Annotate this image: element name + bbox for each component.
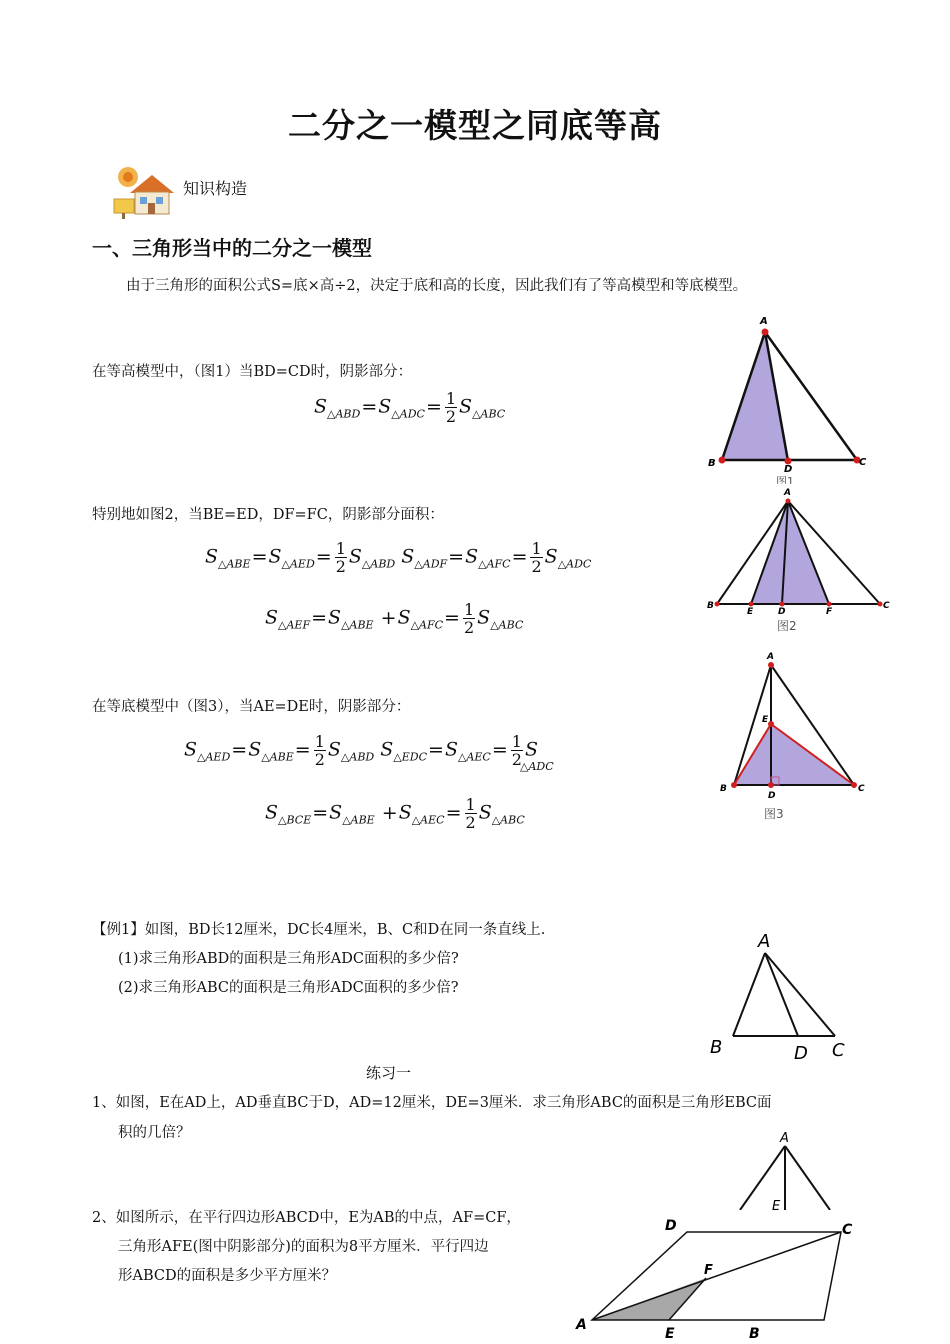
formula-2a: $S_{\triangle ABE}=S_{\triangle AED}=$ $\frac{1}{2}$ $S_{\triangle ABD}$ $S_{\triangle ADF}=S_{\triangle AFC}=$ $\frac{1}{2}$ $S_{\triangle ADC}$	[205, 539, 592, 576]
p2-label-c: C	[842, 1222, 853, 1238]
p2-line1: 2、如图所示，在平行四边形ABCD中，E为AB的中点，AF=CF，	[92, 1210, 521, 1226]
p1-line2: 积的几倍？	[118, 1125, 191, 1141]
p2-label-f: F	[704, 1263, 713, 1278]
figure-2	[700, 484, 900, 634]
fig3-label-a: A	[767, 652, 774, 662]
formula-1: $S_{\triangle ABD}=S_{\triangle ADC}=$ $\frac{1}{2}$ $S_{\triangle ABC}$	[314, 389, 506, 426]
p1-label-e: E	[772, 1199, 781, 1210]
formula-3a: $S_{\triangle AED}=S_{\triangle ABE}=$ $\frac{1}{2}$ $S_{\triangle ABD}$ $S_{\triangle EDC}=S_{\triangle AEC}=$ $\frac{1}{2}$ S	[184, 732, 538, 769]
p2-line2: 三角形AFE(图中阴影部分)的面积为8平方厘米．平行四边	[118, 1239, 489, 1255]
fig2-label-c: C	[883, 601, 890, 611]
p2-line3: 形ABCD的面积是多少平方厘米？	[118, 1268, 337, 1284]
p2-label-d: D	[665, 1218, 677, 1234]
formula-3b: $S_{\triangle BCE}=S_{\triangle ABE} +S_{\triangle AEC}=$ $\frac{1}{2}$ $S_{\triangle ABC}$	[265, 795, 525, 832]
p1-label-a: A	[780, 1131, 789, 1146]
house-icon	[110, 163, 178, 219]
fig1-label-b: B	[708, 458, 716, 469]
section-heading: 一、三角形当中的二分之一模型	[92, 236, 372, 260]
example1-q1: (1)求三角形ABD的面积是三角形ADC面积的多少倍?	[118, 951, 459, 967]
knowledge-label: 知识构造	[183, 179, 248, 198]
model3-text: 在等底模型中（图3），当AE=DE时，阴影部分：	[92, 699, 411, 715]
example1-label-d: D	[794, 1043, 808, 1064]
practice-title: 练习一	[366, 1064, 412, 1082]
fig2-label-d: D	[778, 607, 786, 617]
fig3-label-c: C	[858, 784, 865, 794]
model2-text: 特别地如图2，当BE=ED，DF=FC，阴影部分面积：	[92, 507, 444, 523]
example1-label-b: B	[710, 1037, 723, 1058]
example1-q2: (2)求三角形ABC的面积是三角形ADC面积的多少倍?	[118, 980, 459, 996]
figure-3	[710, 648, 880, 824]
example1-label-c: C	[832, 1040, 845, 1061]
fig1-label-d: D	[784, 464, 793, 475]
example1-line1: 【例1】如图，BD长12厘米，DC长4厘米，B、C和D在同一条直线上.	[92, 922, 546, 938]
fig3-label-e: E	[762, 715, 769, 725]
fig3-label-d: D	[768, 791, 776, 801]
page-title: 二分之一模型之同底等高	[288, 106, 662, 145]
fig1-caption: 图1	[776, 475, 794, 484]
figure-1	[700, 312, 880, 484]
formula-2b: $S_{\triangle AEF}=S_{\triangle ABE} +S_{\triangle AFC}=$ $\frac{1}{2}$ $S_{\triangle ABC}$	[265, 600, 524, 637]
p2-label-e: E	[665, 1326, 675, 1342]
p2-label-b: B	[749, 1326, 760, 1342]
fig1-label-a: A	[760, 316, 768, 327]
fig1-label-c: C	[859, 457, 867, 468]
fig2-label-b: B	[707, 601, 714, 611]
example1-figure	[700, 925, 860, 1065]
fig2-label-e: E	[747, 607, 754, 617]
fig2-label-f: F	[826, 607, 833, 617]
p1-figure	[730, 1128, 850, 1210]
formula-3a-tail: △ADC	[520, 760, 554, 773]
fig2-label-a: A	[784, 488, 791, 498]
fig2-caption: 图2	[777, 619, 797, 633]
model1-text: 在等高模型中，（图1）当BD=CD时，阴影部分：	[92, 364, 413, 380]
p1-line1: 1、如图，E在AD上，AD垂直BC于D，AD=12厘米，DE=3厘米．求三角形ABC的面积是三角形EBC面	[92, 1095, 772, 1111]
fig3-label-b: B	[720, 784, 727, 794]
fig3-caption: 图3	[764, 807, 784, 821]
example1-label-a: A	[758, 931, 771, 952]
p2-label-a: A	[576, 1317, 587, 1333]
intro-text: 由于三角形的面积公式S=底×高÷2，决定于底和高的长度，因此我们有了等高模型和等底模型。	[126, 278, 748, 294]
p2-figure	[570, 1212, 870, 1344]
